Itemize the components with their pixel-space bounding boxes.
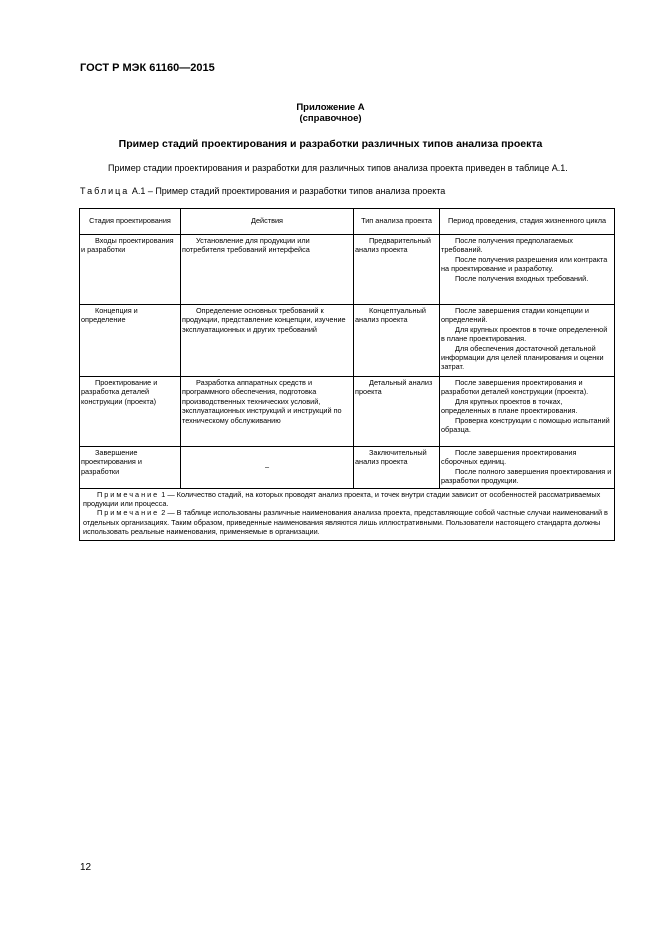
table-row <box>80 235 615 305</box>
table-notes <box>80 488 615 540</box>
table-row <box>80 447 615 489</box>
period-line: Проверка конструкции с помощью испытаний образца. <box>441 415 610 435</box>
period-line: После получения входных требований. <box>455 273 589 283</box>
cell-actions: Разработка аппаратных средств и программного обеспечения, подготовка производственных технических условий, эксплуатационных инструкций и инструкций по техническому обслуживанию <box>181 377 354 447</box>
table-caption <box>80 186 445 196</box>
period-line: После получения разрешения или контракта на проектирование и разработку. <box>441 254 608 274</box>
table-caption-number: А.1 <box>131 186 146 196</box>
header-type: Тип анализа проекта <box>354 209 440 235</box>
design-stages-table <box>79 208 615 541</box>
period-line: После завершения проектирования сборочных единиц. <box>441 448 577 467</box>
note-text: 1 — Количество стадий, на которых проводят анализ проекта, и точек внутри стадии зависит от особенностей рассматриваемых продукции или процесса. <box>83 489 601 509</box>
cell-stage: Входы проектирования и разработки <box>80 235 181 305</box>
table-note-2 <box>83 508 611 536</box>
cell-period <box>440 305 615 377</box>
appendix-heading <box>0 102 661 124</box>
cell-type: Детальный анализ проекта <box>354 377 440 447</box>
section-title: Пример стадий проектирования и разработки различных типов анализа проекта <box>118 138 543 150</box>
note-label: Примечание <box>97 508 160 518</box>
period-line: Для крупных проектов в точке определенной в плане проектирования. <box>441 324 608 344</box>
period-line: После полного завершения проектирования и разработки продукции. <box>441 466 612 486</box>
header-actions: Действия <box>181 209 354 235</box>
page-number: 12 <box>80 862 92 873</box>
period-line: После получения предполагаемых требований. <box>441 236 573 255</box>
cell-type: Предварительный анализ проекта <box>354 235 440 305</box>
table-row <box>80 377 615 447</box>
cell-period <box>440 235 615 305</box>
header-stage: Стадия проектирования <box>80 209 181 235</box>
cell-actions-empty: – <box>181 447 354 489</box>
intro-paragraph: Пример стадии проектирования и разработки для различных типов анализа проекта приведен в таблице А.1. <box>108 163 568 173</box>
table-note-1 <box>83 490 611 509</box>
cell-period <box>440 377 615 447</box>
cell-type: Заключительный анализ проекта <box>354 447 440 489</box>
cell-stage: Завершение проектирования и разработки <box>80 447 181 489</box>
appendix-title: Приложение А <box>296 102 365 113</box>
period-line: После завершения проектирования и разработки деталей конструкции (проекта). <box>441 378 589 397</box>
cell-type: Концептуальный анализ проекта <box>354 305 440 377</box>
period-line: Для обеспечения достаточной детальной информации для целей планирования и оценки затрат. <box>441 343 604 372</box>
note-text: 2 — В таблице использованы различные наименования анализа проекта, представляющие собой частные случаи наименований в отдельных организациях. Таким образом, приведенные наименования являются лишь иллюстративными. Пользователи настоящего стандарта должны использовать реальные наименования, применяемые в организации. <box>83 508 608 537</box>
cell-actions: Определение основных требований к продукции, представление концепции, изучение эксплуатационных и других требований <box>181 305 354 377</box>
period-line: Для крупных проектов в точках, определенных в плане проектирования. <box>441 396 578 416</box>
cell-stage: Проектирование и разработка деталей конструкции (проекта) <box>80 377 181 447</box>
cell-stage: Концепция и определение <box>80 305 181 377</box>
header-period: Период проведения, стадия жизненного цикла <box>440 209 615 235</box>
table-caption-label: Таблица <box>80 186 130 196</box>
table-row <box>80 305 615 377</box>
note-label: Примечание <box>97 489 160 499</box>
table-caption-title: – Пример стадий проектирования и разработки типов анализа проекта <box>145 186 446 196</box>
cell-period <box>440 447 615 489</box>
cell-actions: Установление для продукции или потребителя требований интерфейса <box>181 235 354 305</box>
table-notes-row <box>80 488 615 540</box>
table-header-row <box>80 209 615 235</box>
appendix-note: (справочное) <box>299 113 362 124</box>
period-line: После завершения стадии концепции и определений. <box>441 306 589 325</box>
document-header: ГОСТ Р МЭК 61160—2015 <box>80 62 215 74</box>
